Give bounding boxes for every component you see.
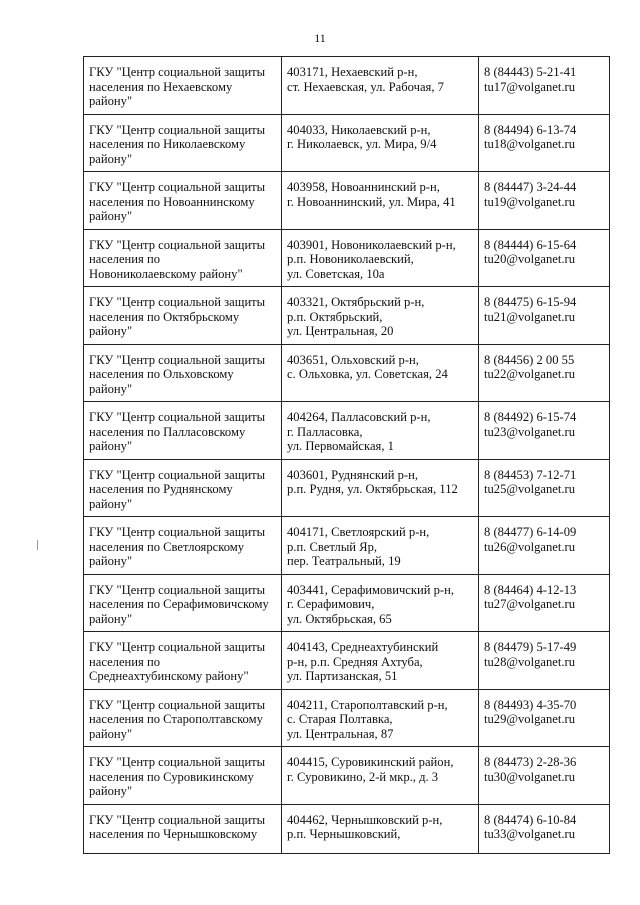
center-name-cell: ГКУ "Центр социальной защиты населения по Октябрьскому району" — [84, 287, 282, 345]
center-name-cell: ГКУ "Центр социальной защиты населения по Среднеахтубинскому району" — [84, 632, 282, 690]
address-cell: 404033, Николаевский р-н, г. Николаевск, ул. Мира, 9/4 — [282, 114, 479, 172]
center-name-cell: ГКУ "Центр социальной защиты населения по Новоаннинскому району" — [84, 172, 282, 230]
contact-cell: 8 (84493) 4-35-70 tu29@volganet.ru — [479, 689, 610, 747]
contact-cell: 8 (84474) 6-10-84 tu33@volganet.ru — [479, 804, 610, 853]
address-cell: 404143, Среднеахтубинский р-н, р.п. Средняя Ахтуба, ул. Партизанская, 51 — [282, 632, 479, 690]
table-row — [84, 689, 610, 747]
table-row — [84, 747, 610, 805]
address-cell: 403651, Ольховский р-н, с. Ольховка, ул. Советская, 24 — [282, 344, 479, 402]
center-name-cell: ГКУ "Центр социальной защиты населения по Старополтавскому району" — [84, 689, 282, 747]
address-cell: 403441, Серафимовичский р-н, г. Серафимович, ул. Октябрьская, 65 — [282, 574, 479, 632]
page-number: 11 — [314, 31, 326, 45]
address-cell: 404264, Палласовский р-н, г. Палласовка, ул. Первомайская, 1 — [282, 402, 479, 460]
table-row — [84, 287, 610, 345]
address-cell: 404171, Светлоярский р-н, р.п. Светлый Яр, пер. Театральный, 19 — [282, 517, 479, 575]
contact-cell: 8 (84447) 3-24-44 tu19@volganet.ru — [479, 172, 610, 230]
address-cell: 403958, Новоаннинский р-н, г. Новоаннинский, ул. Мира, 41 — [282, 172, 479, 230]
margin-mark — [37, 540, 38, 550]
contact-cell: 8 (84473) 2-28-36 tu30@volganet.ru — [479, 747, 610, 805]
address-cell: 404415, Суровикинский район, г. Суровикино, 2-й мкр., д. 3 — [282, 747, 479, 805]
address-cell: 403901, Новониколаевский р-н, р.п. Новониколаевский, ул. Советская, 10а — [282, 229, 479, 287]
table-row — [84, 57, 610, 115]
contact-cell: 8 (84492) 6-15-74 tu23@volganet.ru — [479, 402, 610, 460]
table-row — [84, 172, 610, 230]
center-name-cell: ГКУ "Центр социальной защиты населения по Ольховскому району" — [84, 344, 282, 402]
address-cell: 403321, Октябрьский р-н, р.п. Октябрьский, ул. Центральная, 20 — [282, 287, 479, 345]
address-cell: 404462, Чернышковский р-н, р.п. Чернышковский, — [282, 804, 479, 853]
contact-cell: 8 (84494) 6-13-74 tu18@volganet.ru — [479, 114, 610, 172]
contact-cell: 8 (84477) 6-14-09 tu26@volganet.ru — [479, 517, 610, 575]
center-name-cell: ГКУ "Центр социальной защиты населения по Суровикинскому району" — [84, 747, 282, 805]
contact-cell: 8 (84464) 4-12-13 tu27@volganet.ru — [479, 574, 610, 632]
center-name-cell: ГКУ "Центр социальной защиты населения по Серафимовичскому району" — [84, 574, 282, 632]
center-name-cell: ГКУ "Центр социальной защиты населения по Нехаевскому району" — [84, 57, 282, 115]
social-protection-centers-table — [83, 56, 610, 854]
center-name-cell: ГКУ "Центр социальной защиты населения по Николаевскому району" — [84, 114, 282, 172]
table-row — [84, 344, 610, 402]
address-cell: 403601, Руднянский р-н, р.п. Рудня, ул. Октябрьская, 112 — [282, 459, 479, 517]
address-cell: 404211, Старополтавский р-н, с. Старая Полтавка, ул. Центральная, 87 — [282, 689, 479, 747]
table-row — [84, 574, 610, 632]
contact-cell: 8 (84479) 5-17-49 tu28@volganet.ru — [479, 632, 610, 690]
contact-cell: 8 (84453) 7-12-71 tu25@volganet.ru — [479, 459, 610, 517]
table-row — [84, 804, 610, 853]
center-name-cell: ГКУ "Центр социальной защиты населения по Новониколаевскому району" — [84, 229, 282, 287]
contact-cell: 8 (84456) 2 00 55 tu22@volganet.ru — [479, 344, 610, 402]
table-row — [84, 402, 610, 460]
table-row — [84, 517, 610, 575]
table-row — [84, 632, 610, 690]
center-name-cell: ГКУ "Центр социальной защиты населения по Чернышковскому — [84, 804, 282, 853]
contact-cell: 8 (84475) 6-15-94 tu21@volganet.ru — [479, 287, 610, 345]
address-cell: 403171, Нехаевский р-н, ст. Нехаевская, ул. Рабочая, 7 — [282, 57, 479, 115]
center-name-cell: ГКУ "Центр социальной защиты населения по Светлоярскому району" — [84, 517, 282, 575]
table-row — [84, 229, 610, 287]
table-row — [84, 459, 610, 517]
center-name-cell: ГКУ "Центр социальной защиты населения по Палласовскому району" — [84, 402, 282, 460]
center-name-cell: ГКУ "Центр социальной защиты населения по Руднянскому району" — [84, 459, 282, 517]
contact-cell: 8 (84444) 6-15-64 tu20@volganet.ru — [479, 229, 610, 287]
table-row — [84, 114, 610, 172]
contact-cell: 8 (84443) 5-21-41 tu17@volganet.ru — [479, 57, 610, 115]
